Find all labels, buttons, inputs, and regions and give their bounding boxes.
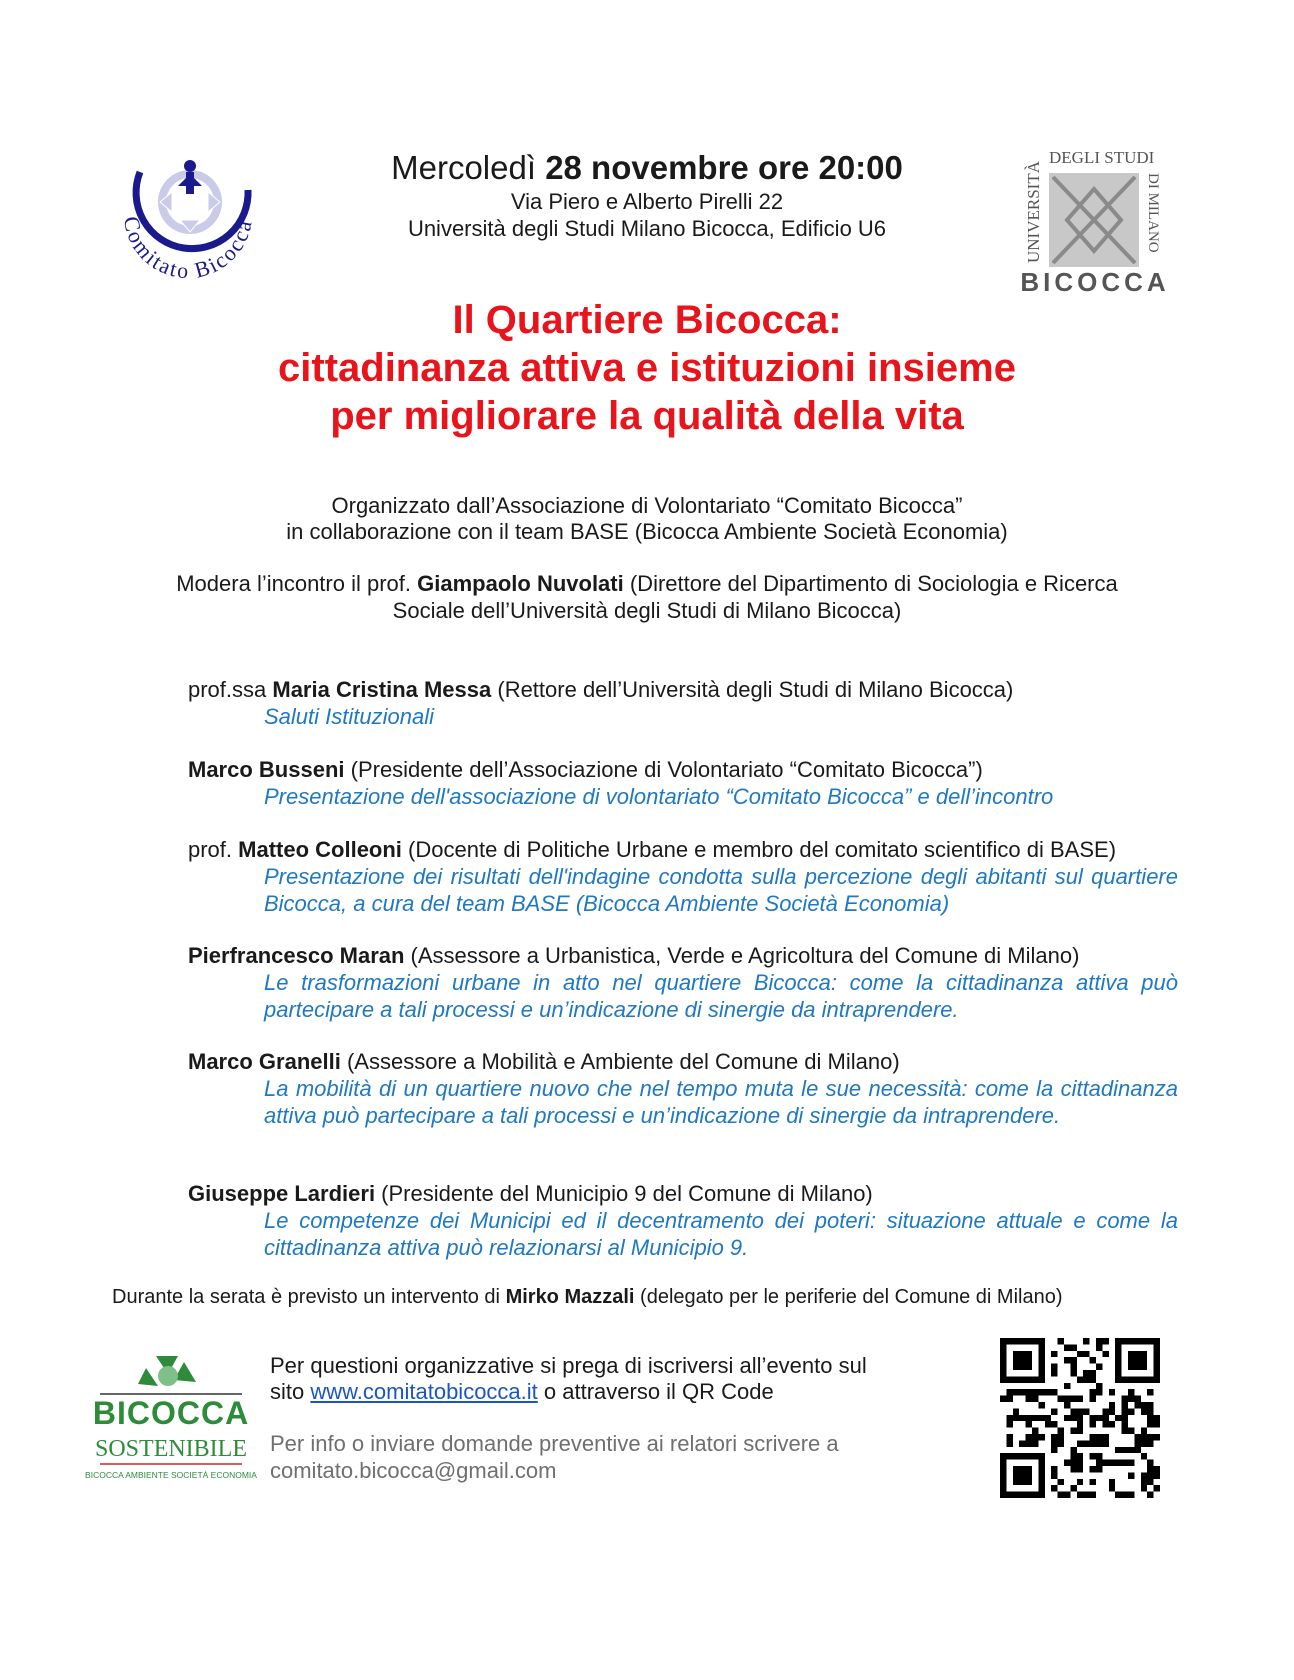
speaker-topic: Le trasformazioni urbane in atto nel quartiere Bicocca: come la cittadinanza attiva può partecipare a tali processi e un’indicazione di sinergie da intraprendere. [264,970,1178,1022]
unimib-logo [1020,145,1170,297]
svg-text:UNIVERSITÀ: UNIVERSITÀ [1024,161,1043,263]
speaker-1: prof.ssa Maria Cristina Messa (Rettore dell’Università degli Studi di Milano Bicocca) Saluti Istituzionali [188,676,1178,730]
intervention-note: Durante la serata è previsto un intervento di Mirko Mazzali (delegato per le periferie del Comune di Milano) [112,1286,1063,1308]
svg-text:BICOCCA AMBIENTE SOCIETÀ ECONO: BICOCCA AMBIENTE SOCIETÀ ECONOMIA [85,1470,257,1480]
register-line-2: sito www.comitatobicocca.it o attraverso il QR Code [270,1379,774,1404]
speaker-name: Marco Granelli [188,1049,341,1074]
event-datetime [300,148,994,188]
bicocca-sostenibile-logo [85,1350,257,1490]
speaker-3: prof. Matteo Colleoni (Docente di Politiche Urbane e membro del comitato scientifico di BASE) Presentazione dei risultati dell'indagine condotta sulla percezione degli abitanti sul quartiere Bicocca, a cura del team BASE (Bicocca Ambiente Società Economia) [188,837,1178,916]
speaker-name: Pierfrancesco Maran [188,943,405,968]
speaker-name: Giuseppe Lardieri [188,1181,376,1206]
svg-text:BICOCCA: BICOCCA [92,1395,250,1431]
event-address: Via Piero e Alberto Pirelli 22 [510,189,784,214]
speaker-topic: Saluti Istituzionali [264,704,434,729]
speaker-name: Maria Cristina Messa [272,677,492,702]
moderator-line-1: Modera l’incontro il prof. Giampaolo Nuvolati (Direttore del Dipartimento di Sociologia e Ricerca [176,571,1118,596]
organizer-line-1: Organizzato dall’Associazione di Volontariato “Comitato Bicocca” [331,493,963,518]
speaker-topic: La mobilità di un quartiere nuovo che nel tempo muta le sue necessità: come la cittadinanza attiva può partecipare a tali processi e un’indicazione di sinergie da intraprendere. [264,1076,1178,1128]
speaker-name: Matteo Colleoni [238,837,402,862]
intervention-name: Mirko Mazzali [505,1286,635,1308]
moderator-line-2: Sociale dell’Università degli Studi di Milano Bicocca) [392,598,902,623]
organizer-line-2: in collaborazione con il team BASE (Bicocca Ambiente Società Economia) [286,519,1008,544]
speaker-2: Marco Busseni (Presidente dell’Associazione di Volontariato “Comitato Bicocca”) Presentazione dell'associazione di volontariato “Comitato Bicocca” e dell’incontro [188,756,1178,810]
speaker-name: Marco Busseni [188,757,345,782]
contact-email[interactable]: comitato.bicocca@gmail.com [270,1458,557,1483]
speaker-5: Marco Granelli (Assessore a Mobilità e Ambiente del Comune di Milano) La mobilità di un quartiere nuovo che nel tempo muta le sue necessità: come la cittadinanza attiva può partecipare a tali processi e un’indicazione di sinergie da intraprendere. [188,1049,1178,1128]
svg-text:BICOCCA: BICOCCA [1020,267,1170,297]
event-day: Mercoledì [391,149,537,186]
svg-text:DEGLI STUDI: DEGLI STUDI [1049,148,1155,167]
svg-text:Comitato Bicocca: Comitato Bicocca [118,214,257,284]
info-line-1: Per info o inviare domande preventive ai relatori scrivere a [270,1431,839,1456]
qr-code[interactable] [1000,1338,1160,1498]
svg-text:DI MILANO: DI MILANO [1145,173,1161,253]
event-venue: Università degli Studi Milano Bicocca, Edificio U6 [407,216,887,241]
event-date: 28 novembre ore 20:00 [545,149,903,186]
title-line-1: Il Quartiere Bicocca: [452,298,842,342]
speaker-topic: Presentazione dei risultati dell'indagine condotta sulla percezione degli abitanti sul quartiere Bicocca, a cura del team BASE (Bicocca Ambiente Società Economia) [264,864,1178,916]
moderator-name: Giampaolo Nuvolati [417,571,624,596]
speaker-topic: Le competenze dei Municipi ed il decentramento dei poteri: situazione attuale e come la cittadinanza attiva può relazionarsi al Municipio 9. [264,1208,1178,1260]
comitato-bicocca-logo [108,150,268,290]
title-line-2: cittadinanza attiva e istituzioni insieme [278,346,1016,390]
website-link[interactable]: www.comitatobicocca.it [310,1379,538,1404]
svg-text:SOSTENIBILE: SOSTENIBILE [95,1436,247,1462]
title-line-3: per migliorare la qualità della vita [330,394,964,438]
speaker-topic: Presentazione dell'associazione di volontariato “Comitato Bicocca” e dell’incontro [264,784,1054,809]
speaker-6: Giuseppe Lardieri (Presidente del Municipio 9 del Comune di Milano) Le competenze dei Municipi ed il decentramento dei poteri: situazione attuale e come la cittadinanza attiva può relazionarsi al Municipio 9. [188,1181,1178,1260]
speaker-4: Pierfrancesco Maran (Assessore a Urbanistica, Verde e Agricoltura del Comune di Milano) Le trasformazioni urbane in atto nel quartiere Bicocca: come la cittadinanza attiva può partecipare a tali processi e un’indicazione di sinergie da intraprendere. [188,943,1178,1022]
register-line-1: Per questioni organizzative si prega di iscriversi all’evento sul [270,1353,867,1378]
